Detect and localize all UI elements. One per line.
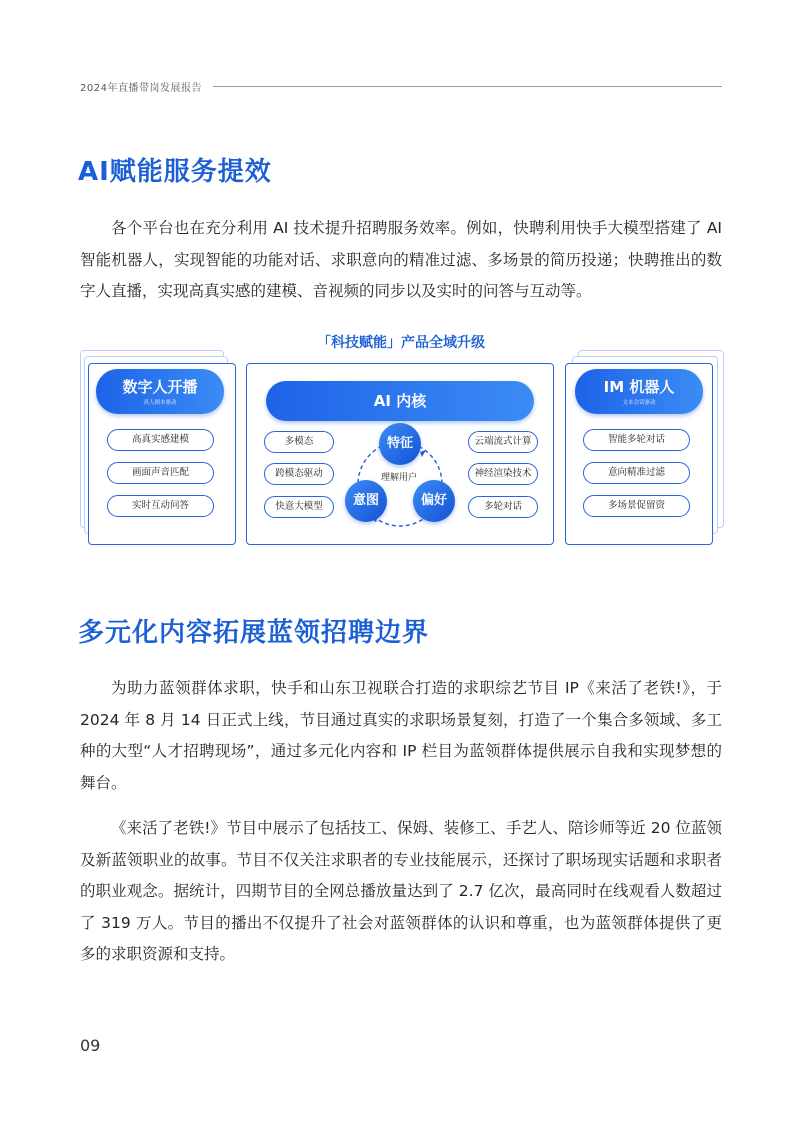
circle-preference: 偏好 <box>413 480 455 522</box>
running-header <box>80 79 722 93</box>
digital-human-subtitle: 真人剧本驱动 <box>143 400 177 406</box>
im-robot-panel <box>565 363 713 545</box>
ai-core-panel <box>246 363 554 545</box>
section-paragraph: 各个平台也在充分利用 AI 技术提升招聘服务效率。例如，快聘利用快手大模型搭建了 AI 智能机器人，实现智能的功能对话、求职意向的精准过滤、多场景的简历投递；快聘推出的数字人直播，实现高真实感的建模、音视频的同步以及实时的问答与互动等。 <box>80 219 722 300</box>
circle-feature: 特征 <box>379 423 421 465</box>
digital-human-feature: 画面声音匹配 <box>107 462 214 484</box>
section-paragraph: 为助力蓝领群体求职，快手和山东卫视联合打造的求职综艺节目 IP《来活了老铁!》，于 2024 年 8 月 14 日正式上线，节目通过真实的求职场景复刻，打造了一个集合多领域、多工种的大型“人才招聘现场”，通过多元化内容和 IP 栏目为蓝领群体提供展示自我和实现梦想的舞台。 <box>80 679 722 792</box>
diagram-title: 「科技赋能」产品全域升级 <box>317 335 485 351</box>
digital-human-header <box>96 369 224 414</box>
understand-user-label: 理解用户 <box>381 473 418 483</box>
im-robot-header <box>575 369 703 414</box>
ai-core-feature: 多模态 <box>264 431 334 453</box>
im-robot-feature: 意向精准过滤 <box>583 462 690 484</box>
im-robot-feature: 智能多轮对话 <box>583 429 690 451</box>
ai-core-feature: 跨模态驱动 <box>264 463 334 485</box>
section-paragraph: 《来活了老铁!》节目中展示了包括技工、保姆、装修工、手艺人、陪诊师等近 20 位蓝领及新蓝领职业的故事。节目不仅关注求职者的专业技能展示，还探讨了职场现实话题和求职者的职业观念。据统计，四期节目的全网总播放量达到了 2.7 亿次，最高同时在线观看人数超过了 319 万人。节目的播出不仅提升了社会对蓝领群体的认识和尊重，也为蓝领群体提供了更多的求职资源和支持。 <box>80 819 722 963</box>
section-heading-content: 多元化内容拓展蓝领招聘边界 <box>78 618 430 648</box>
digital-human-feature: 高真实感建模 <box>107 429 214 451</box>
circle-intent: 意图 <box>345 480 387 522</box>
digital-human-panel <box>88 363 236 545</box>
digital-human-title: 数字人开播 <box>122 378 198 396</box>
header-rule <box>213 86 722 87</box>
im-robot-feature: 多场景促留资 <box>583 495 690 517</box>
ai-core-feature: 多轮对话 <box>468 496 538 518</box>
im-robot-title: IM 机器人 <box>603 378 675 396</box>
section-heading-ai: AI赋能服务提效 <box>78 157 272 187</box>
digital-human-feature: 实时互动问答 <box>107 495 214 517</box>
im-robot-subtitle: 文本会话驱动 <box>622 400 656 406</box>
product-upgrade-diagram <box>78 330 724 550</box>
page-number: 09 <box>80 1036 101 1055</box>
ai-core-feature: 快意大模型 <box>264 496 334 518</box>
ai-core-title: AI 内核 <box>266 381 534 421</box>
report-title: 2024年直播带岗发展报告 <box>80 83 202 94</box>
ai-core-feature: 神经渲染技术 <box>468 463 538 485</box>
ai-core-feature: 云端流式计算 <box>468 431 538 453</box>
